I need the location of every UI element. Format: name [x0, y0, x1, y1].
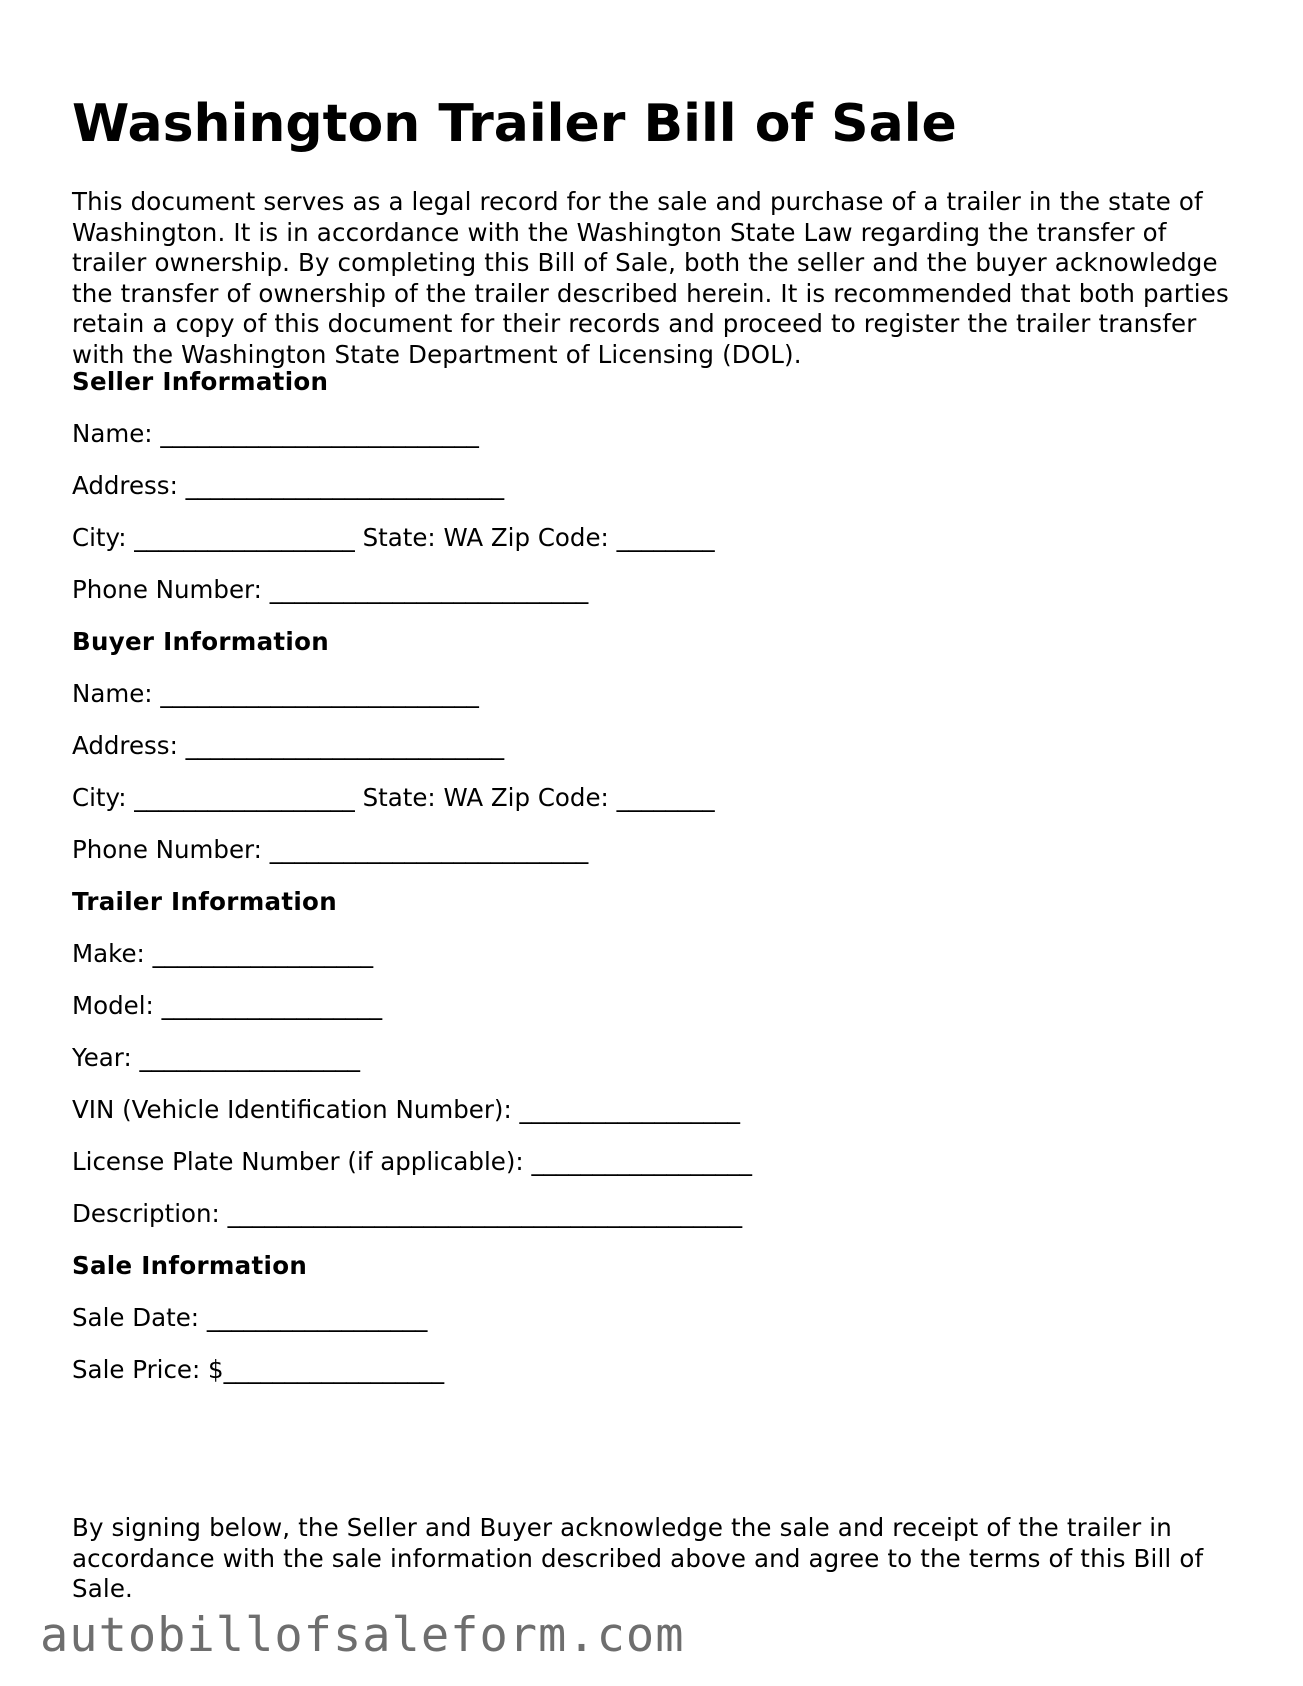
trailer-section-heading: Trailer Information — [72, 887, 337, 916]
seller-city-state-zip-field: City: __________________ State: WA Zip Code: ________ — [72, 523, 715, 552]
seller-address-field: Address: __________________________ — [72, 471, 505, 500]
trailer-year-field: Year: __________________ — [72, 1043, 360, 1072]
trailer-model-field: Model: __________________ — [72, 991, 383, 1020]
trailer-description-field: Description: __________________________________________ — [72, 1199, 743, 1228]
seller-phone-field: Phone Number: __________________________ — [72, 575, 589, 604]
seller-section-heading: Seller Information — [72, 367, 329, 396]
buyer-address-field: Address: __________________________ — [72, 731, 505, 760]
buyer-name-field: Name: __________________________ — [72, 679, 479, 708]
buyer-section-heading: Buyer Information — [72, 627, 329, 656]
trailer-plate-field: License Plate Number (if applicable): __________________ — [72, 1147, 752, 1176]
trailer-vin-field: VIN (Vehicle Identification Number): __________________ — [72, 1095, 741, 1124]
sale-date-field: Sale Date: __________________ — [72, 1303, 428, 1332]
buyer-phone-field: Phone Number: __________________________ — [72, 835, 589, 864]
intro-paragraph: This document serves as a legal record for the sale and purchase of a trailer in the state of Washington. It is in accordance with the Washington State Law regarding the transfer of trailer ownership. By completing this Bill of Sale, both the seller and the buyer acknowledge the transfer of ownership of the trailer described herein. It is recommended that both parties retain a copy of this document for their records and proceed to register the trailer transfer with the Washington State Department of Licensing (DOL). — [72, 187, 1229, 369]
seller-name-field: Name: __________________________ — [72, 419, 479, 448]
site-watermark: autobillofsaleform.com — [40, 1608, 685, 1663]
trailer-make-field: Make: __________________ — [72, 939, 374, 968]
closing-paragraph: By signing below, the Seller and Buyer acknowledge the sale and receipt of the trailer in accordance with the sale information described above and agree to the terms of this Bill of Sale. — [72, 1513, 1204, 1603]
buyer-city-state-zip-field: City: __________________ State: WA Zip Code: ________ — [72, 783, 715, 812]
page-title: Washington Trailer Bill of Sale — [72, 94, 957, 154]
sale-price-field: Sale Price: $__________________ — [72, 1355, 445, 1384]
sale-section-heading: Sale Information — [72, 1251, 308, 1280]
